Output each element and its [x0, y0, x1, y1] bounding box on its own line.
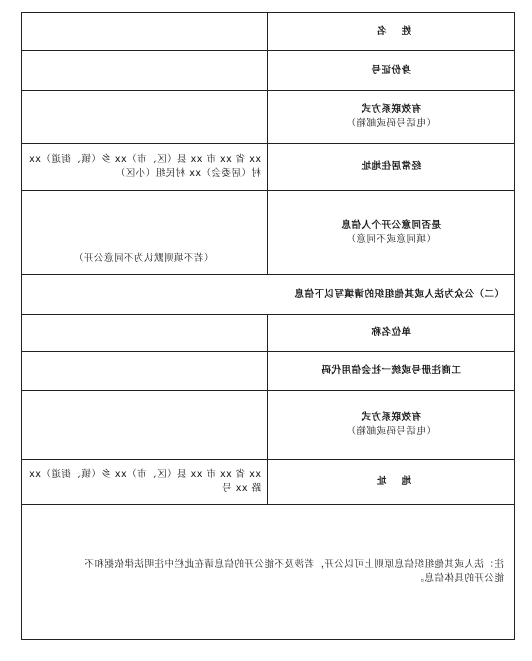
consent-default-note: （若不填则默认为不同意公开）	[73, 253, 214, 264]
field-credit-code[interactable]	[20, 352, 267, 390]
label-org-address: 地 址	[267, 460, 514, 504]
label-name	[267, 13, 514, 50]
label-name-text: 姓 名	[370, 25, 412, 37]
label-org-name: 单位名称	[267, 315, 514, 351]
address-line-2: 村（居委会）xx 村民组（小区）	[115, 168, 261, 179]
row-contact	[22, 91, 514, 144]
field-org-contact[interactable]	[20, 391, 267, 459]
org-address-line-1: xx 省 xx 市 xx 县（区、市）xx 乡（镇、街道）xx	[28, 469, 261, 480]
field-contact[interactable]	[20, 91, 267, 143]
row-org-name	[22, 315, 514, 352]
label-consent: 是否同意公开个人信息 （填同意或不同意）	[267, 191, 514, 274]
field-id-number[interactable]	[20, 51, 267, 90]
info-table	[21, 12, 515, 640]
address-line-1: xx 省 xx 市 xx 县（区、市）xx 乡（镇、街道）xx	[28, 154, 261, 165]
row-consent	[22, 191, 514, 275]
note-line-2: 能公开的具体信息。	[413, 573, 504, 584]
org-address-line-2: 路 xx 号	[221, 483, 261, 494]
label-address: 经常居住地址	[267, 144, 514, 190]
field-org-address[interactable]	[20, 460, 267, 504]
row-credit-code	[22, 352, 514, 391]
field-name[interactable]	[20, 13, 267, 50]
note-line-1: 注：法人或其他组织信息原则上可以公开，若涉及不能公开的信息请在此栏中注明法律依据和不	[83, 559, 504, 570]
row-org-address	[22, 460, 514, 505]
row-org-contact	[22, 391, 514, 460]
row-section2-heading	[22, 275, 514, 315]
field-org-name[interactable]	[20, 315, 267, 351]
label-id-number: 身份证号	[267, 51, 514, 90]
field-address[interactable]	[20, 144, 267, 190]
row-address	[22, 144, 514, 191]
row-id-number	[22, 51, 514, 91]
note-box[interactable]	[22, 505, 514, 639]
section2-heading: （二）公众为法人或其他组织的请填写以下信息	[293, 288, 504, 300]
row-name	[22, 13, 514, 51]
label-org-contact: 有效联系方式 （电话号码或邮箱）	[267, 391, 514, 459]
label-contact: 有效联系方式 （电话号码或邮箱）	[267, 91, 514, 143]
label-credit-code: 工商注册号或统一社会信用代码	[267, 352, 514, 390]
row-note	[22, 505, 514, 639]
field-consent[interactable]	[20, 191, 267, 274]
